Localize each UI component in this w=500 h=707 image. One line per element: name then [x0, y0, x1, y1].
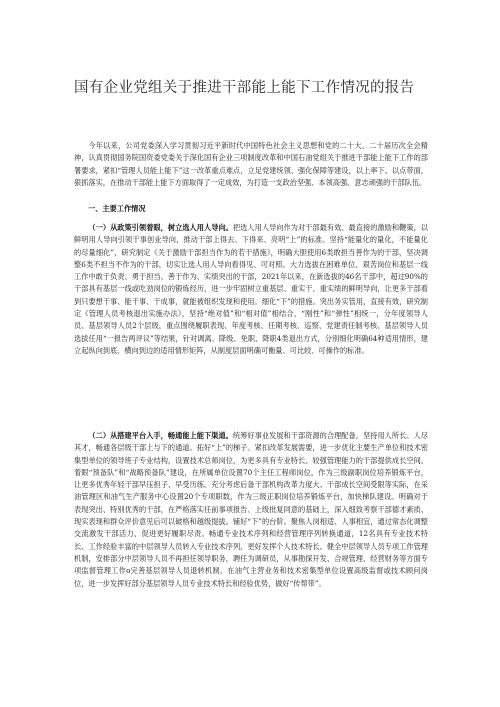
paragraph-platform-channels	[74, 430, 428, 590]
paragraph-policy-guidance	[74, 222, 428, 357]
paragraph-body: 统筹好事业发展和干部资源的合理配备，坚持用人所长、人尽其才，畅通各层级干部上与下的通道。拓好“上”的梯子。紧扣改革发展需要，进一步优化主要生产单位和技术密集型单位的领导班子专业结构，设置技术总师岗位，为更多具有专业特长、较强管理能力的干部提供成长空间。着眼“预备队”和“战略预备队”建设，在所属单位设置70个主任工程师岗位，作为三级副职岗位培养锻炼平台，让更多优秀年轻干部早压担子、早受历练。充分考虑后备干部机构改革力度大、干部成长空间受限等实际，在采油管理区和油气生产服务中心设置20个专项职数，作为三级正职岗位培养锻炼平台，加快梯队建设。明确对于表现突出、特别优秀的干部，在严格落实任前事项报告、上级批复同意的基础上，深入细致考察干部德才素质、现实表现和群众评价意见后可以破格和越级提拔。铺好“下”的台阶。聚焦人岗相适、人事相宜，通过常态化调整交流激发干部活力，促进更好履职尽责。畅通专业技术序列和经营管理序列转换通道，12名具有专业技术特长、工作经验丰富的中层领导人员转入专业技术序列，更好发挥个人技术特长。健全中层领导人员专项工作管理机制，安排部分中层领导人员不再担任领导职务，聘任为调研员，从事勘探开发、合规管理、经营财务等方面专项监督管理工作o完善基层领导人员退转机制，在油气主营业务和技术密集型单位设置高级监督或技术顾问岗位，进一步发挥好部分基层领导人员专业技术特长和经验优势，做好“传帮带”。	[74, 431, 428, 588]
paragraph-lead: （二）从搭建平台入手，畅通能上能下渠道。	[88, 431, 233, 440]
paragraph-body: 把选人用人导向作为对干部最有效、最直接的激励和鞭策，以鲜明用人导向引领干事创业导向，推动干部上得去、下得来、亮明“上”的标准。坚持“能量化的量化，不能量化的尽量细化”，研究制定《关于激励干部担当作为的若干措施》，明确大胆使用6类敢担当善作为的干部，坚决调整6类不担当不作为的干部，切实让选人用人导向看得见、可对照。大力选拔在困难单位、艰苦岗位和基层一线工作中敢于负责、勇于担当、善于作为、实绩突出的干部，2021年以来，在新选拔的46名干部中，超过90%的干部具有基层一线或吃劲岗位的锻炼经历，进一步牢固树立重基层、重实干、重实绩的鲜明导向，让更多干部看到只要想干事、能干事、干成事，就能被组织发现和使用。细化“下”的措施。突出务实管用，直接有效，研究制定《管理人员考核退出实施办法》，坚持“绝对值”和“相对值”相结合，“刚性”和“弹性”相统一，分年度领导人员、基层领导人员2个层级，重点围绕履职表现、年度考核、任期考核、巡察、党建责任制考核、基层领导人员选拔任用“一报告两评议”等结果，针对调离、降级、免职、降职4类退出方式，分别细化明确64种适用情形，建立起纵向到底、横向到边的适用情形矩阵，从制度层面明确可衡量、可比较、可操作的标准。	[74, 223, 428, 355]
document-title: 国有企业党组关于推进干部能上能下工作情况的报告	[74, 80, 415, 96]
section-heading: 一、主要工作情况	[88, 204, 146, 213]
paragraph-lead: （一）从政策引领着眼，树立选人用人导向。	[88, 223, 233, 232]
intro-paragraph: 今年以来，公司党委深入学习贯彻习近平新时代中国特色社会主义思想和党的二十大、二十届历次全会精神，认真贯彻国务院国资委党委关于深化国有企业三项制度改革和中国石油党组关于推进干部能上能下工作的部署要求，紧扣“管理人员能上能下”这一改革重点难点，立足党建统领、强化保障等建设，以上率下、以点带面，狠抓落实，在推动干部能上能下方面取得了一定成效，为打造一支政治坚强、本领高强、意志顽强的干部队伍。	[74, 141, 428, 187]
